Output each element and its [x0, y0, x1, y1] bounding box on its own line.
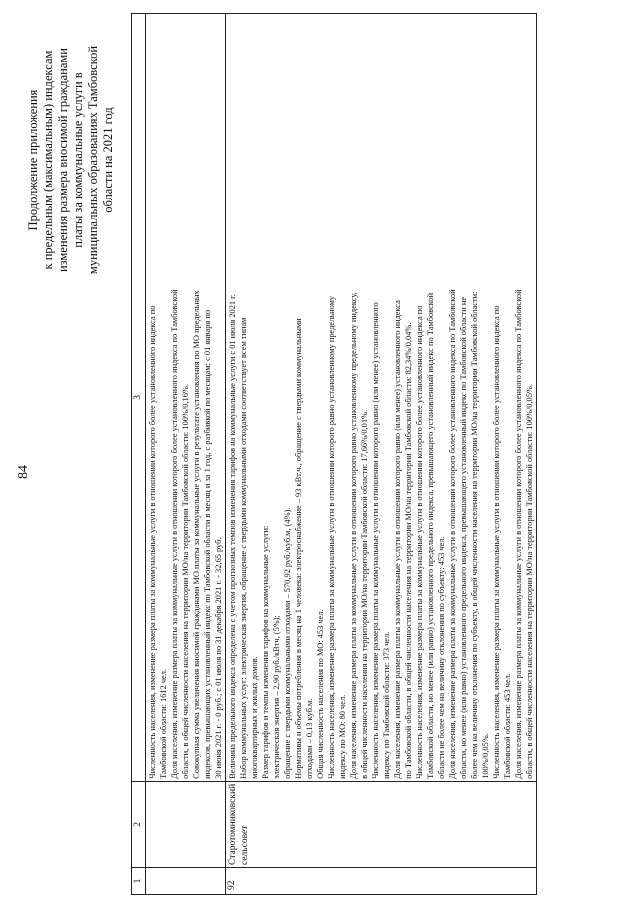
- appendix-heading: [26, 25, 116, 295]
- text-line: индексу по МО: 80 чел.: [338, 694, 347, 779]
- text-line: 100%/0,05%.: [481, 733, 490, 779]
- text-line: 30 июня 2021 г. - 0 руб.; с 01 июля по 31 декабря 2021 г. - 32,65 руб.: [214, 537, 223, 779]
- row-number: 92: [226, 868, 537, 895]
- text-line: Численность населения, изменение размера платы за коммунальные услуги в отношении которого более установленного индекса по: [415, 305, 424, 779]
- name-line: Старотомниковский: [228, 783, 238, 865]
- text-line: Набор коммунальных услуг: электрическая энергия, обращение с твердыми коммунальными отходами соответствует всем типам: [239, 317, 248, 779]
- text-line: области, в общей численности населения на территории МО/на территории Тамбовской области: 100%/0,05%.: [525, 383, 534, 779]
- text-line: Численность населения, изменение размера платы за коммунальные услуги в отношении которого более установленного индекса по: [148, 305, 157, 779]
- column-header-1: 1: [132, 868, 146, 895]
- heading-line: изменения размера вносимой гражданами: [56, 48, 70, 273]
- text-line: Доля населения, изменение размера платы за коммунальные услуги в отношении которого более установленного индекса по Тамбовской: [514, 289, 523, 779]
- text-line: Доля населения, изменение размера платы за коммунальные услуги в отношении которого равно установленному предельному индексу,: [349, 292, 358, 779]
- text-line: Численность населения, изменение размера платы за коммунальные услуги в отношении которого равно установленному предельному: [327, 295, 336, 779]
- text-line: Величина предельного индекса определена с учетом прогнозных темпов изменения тарифов на коммунальные услуги с 01 июля 2021 г.: [228, 294, 237, 779]
- text-line: электрическая энергия – 2,90 руб./кВтч, (5%);: [272, 615, 281, 779]
- text-line: в общей численности населения на территории МО/на территории Тамбовской области: 17,66%/0,01%.: [360, 409, 369, 779]
- continued-text-cell: [146, 14, 226, 782]
- table-row: [226, 14, 537, 895]
- text-line: Доля населения, изменение размера платы за коммунальные услуги в отношении которого равно (или менее) установленного индекса: [393, 300, 402, 779]
- text-line: индексов, превышающих установленный индекс по Тамбовской области в месяц и за 1 год, с разбивкой по месяцам: с 01 января по: [203, 309, 212, 779]
- page-number: 84: [16, 465, 31, 479]
- indices-table: [131, 13, 537, 895]
- continued-number-cell: [146, 868, 226, 895]
- continued-name-cell: [146, 781, 226, 867]
- name-line: сельсовет: [240, 825, 250, 865]
- text-line: Доля населения, изменение размера платы за коммунальные услуги в отношении которого более установленного индекса по Тамбовской: [448, 289, 457, 779]
- text-line: обращение с твердыми коммунальными отходами – 570,92 руб./куб.м, (4%).: [283, 507, 292, 779]
- heading-line: платы за коммунальные услуги в: [71, 72, 85, 248]
- continued-row: [146, 14, 226, 895]
- heading-line: к предельным (максимальным) индексам: [41, 50, 55, 270]
- heading-line: муниципальных образованиях Тамбовской: [86, 45, 100, 275]
- text-line: Тамбовской области: 1612 чел.: [159, 668, 168, 779]
- text-line: Доля населения, изменение размера платы за коммунальные услуги в отношении которого более установленного индекса по Тамбовской: [170, 289, 179, 779]
- text-line: Численность населения, изменение размера платы за коммунальные услуги в отношении которого более установленного индекса по: [492, 305, 501, 779]
- municipality-name: [226, 781, 537, 867]
- text-line: Нормативы и объемы потребления в месяц на 1 человека: электроснабжение – 93 кВт.ч., обращение с твердыми коммунальными: [294, 318, 303, 779]
- text-line: Размер тарифов и темпы изменения тарифов на коммунальные услуги:: [261, 525, 270, 779]
- text-line: Совокупная сумма увеличения вносимой гражданами МО платы за коммунальные услуги в результате установления по МО предельных: [192, 290, 201, 779]
- column-header-3: 3: [132, 14, 146, 782]
- text-line: индексу по Тамбовской области: 373 чел.: [382, 631, 391, 779]
- column-header-2: 2: [132, 781, 146, 867]
- table-header-row: [132, 14, 146, 895]
- text-line: Численность населения, изменение размера платы за коммунальные услуги в отношении которого равно (или менее) установленного: [371, 302, 380, 779]
- text-line: многоквартирных и жилых домов.: [250, 656, 259, 779]
- row-text-cell: [226, 14, 537, 782]
- heading-line: Продолжение приложения: [26, 89, 40, 231]
- text-line: области, но менее (или равно) установленного предельного индекса, превышающего установленный индекс по Тамбовской области не: [459, 296, 468, 779]
- text-line: более чем на величину отклонения по субъекту, в общей численности населения на территории МО/на территории Тамбовской области:: [470, 291, 479, 779]
- text-line: области не более чем на величину отклонения по субъекту: 453 чел.: [437, 536, 446, 779]
- text-line: по Тамбовской области, в общей численности населения на территории МО/на территории Тамбовской области: 82,34%/0,04%.: [404, 322, 413, 779]
- text-line: Общая численность населения по МО: 453 чел.: [316, 609, 325, 779]
- heading-line: области на 2021 год: [101, 107, 115, 213]
- text-line: области, в общей численности населения на территории МО/на территории Тамбовской области: 100%/0,16%.: [181, 383, 190, 779]
- text-line: отходами – 0,13 куб.м.: [305, 698, 314, 779]
- text-line: Тамбовской области, но менее (или равно) установленного предельного индекса, превышающего установленный индекс по Тамбовской: [426, 292, 435, 779]
- text-line: Тамбовской области: 453 чел.: [503, 673, 512, 779]
